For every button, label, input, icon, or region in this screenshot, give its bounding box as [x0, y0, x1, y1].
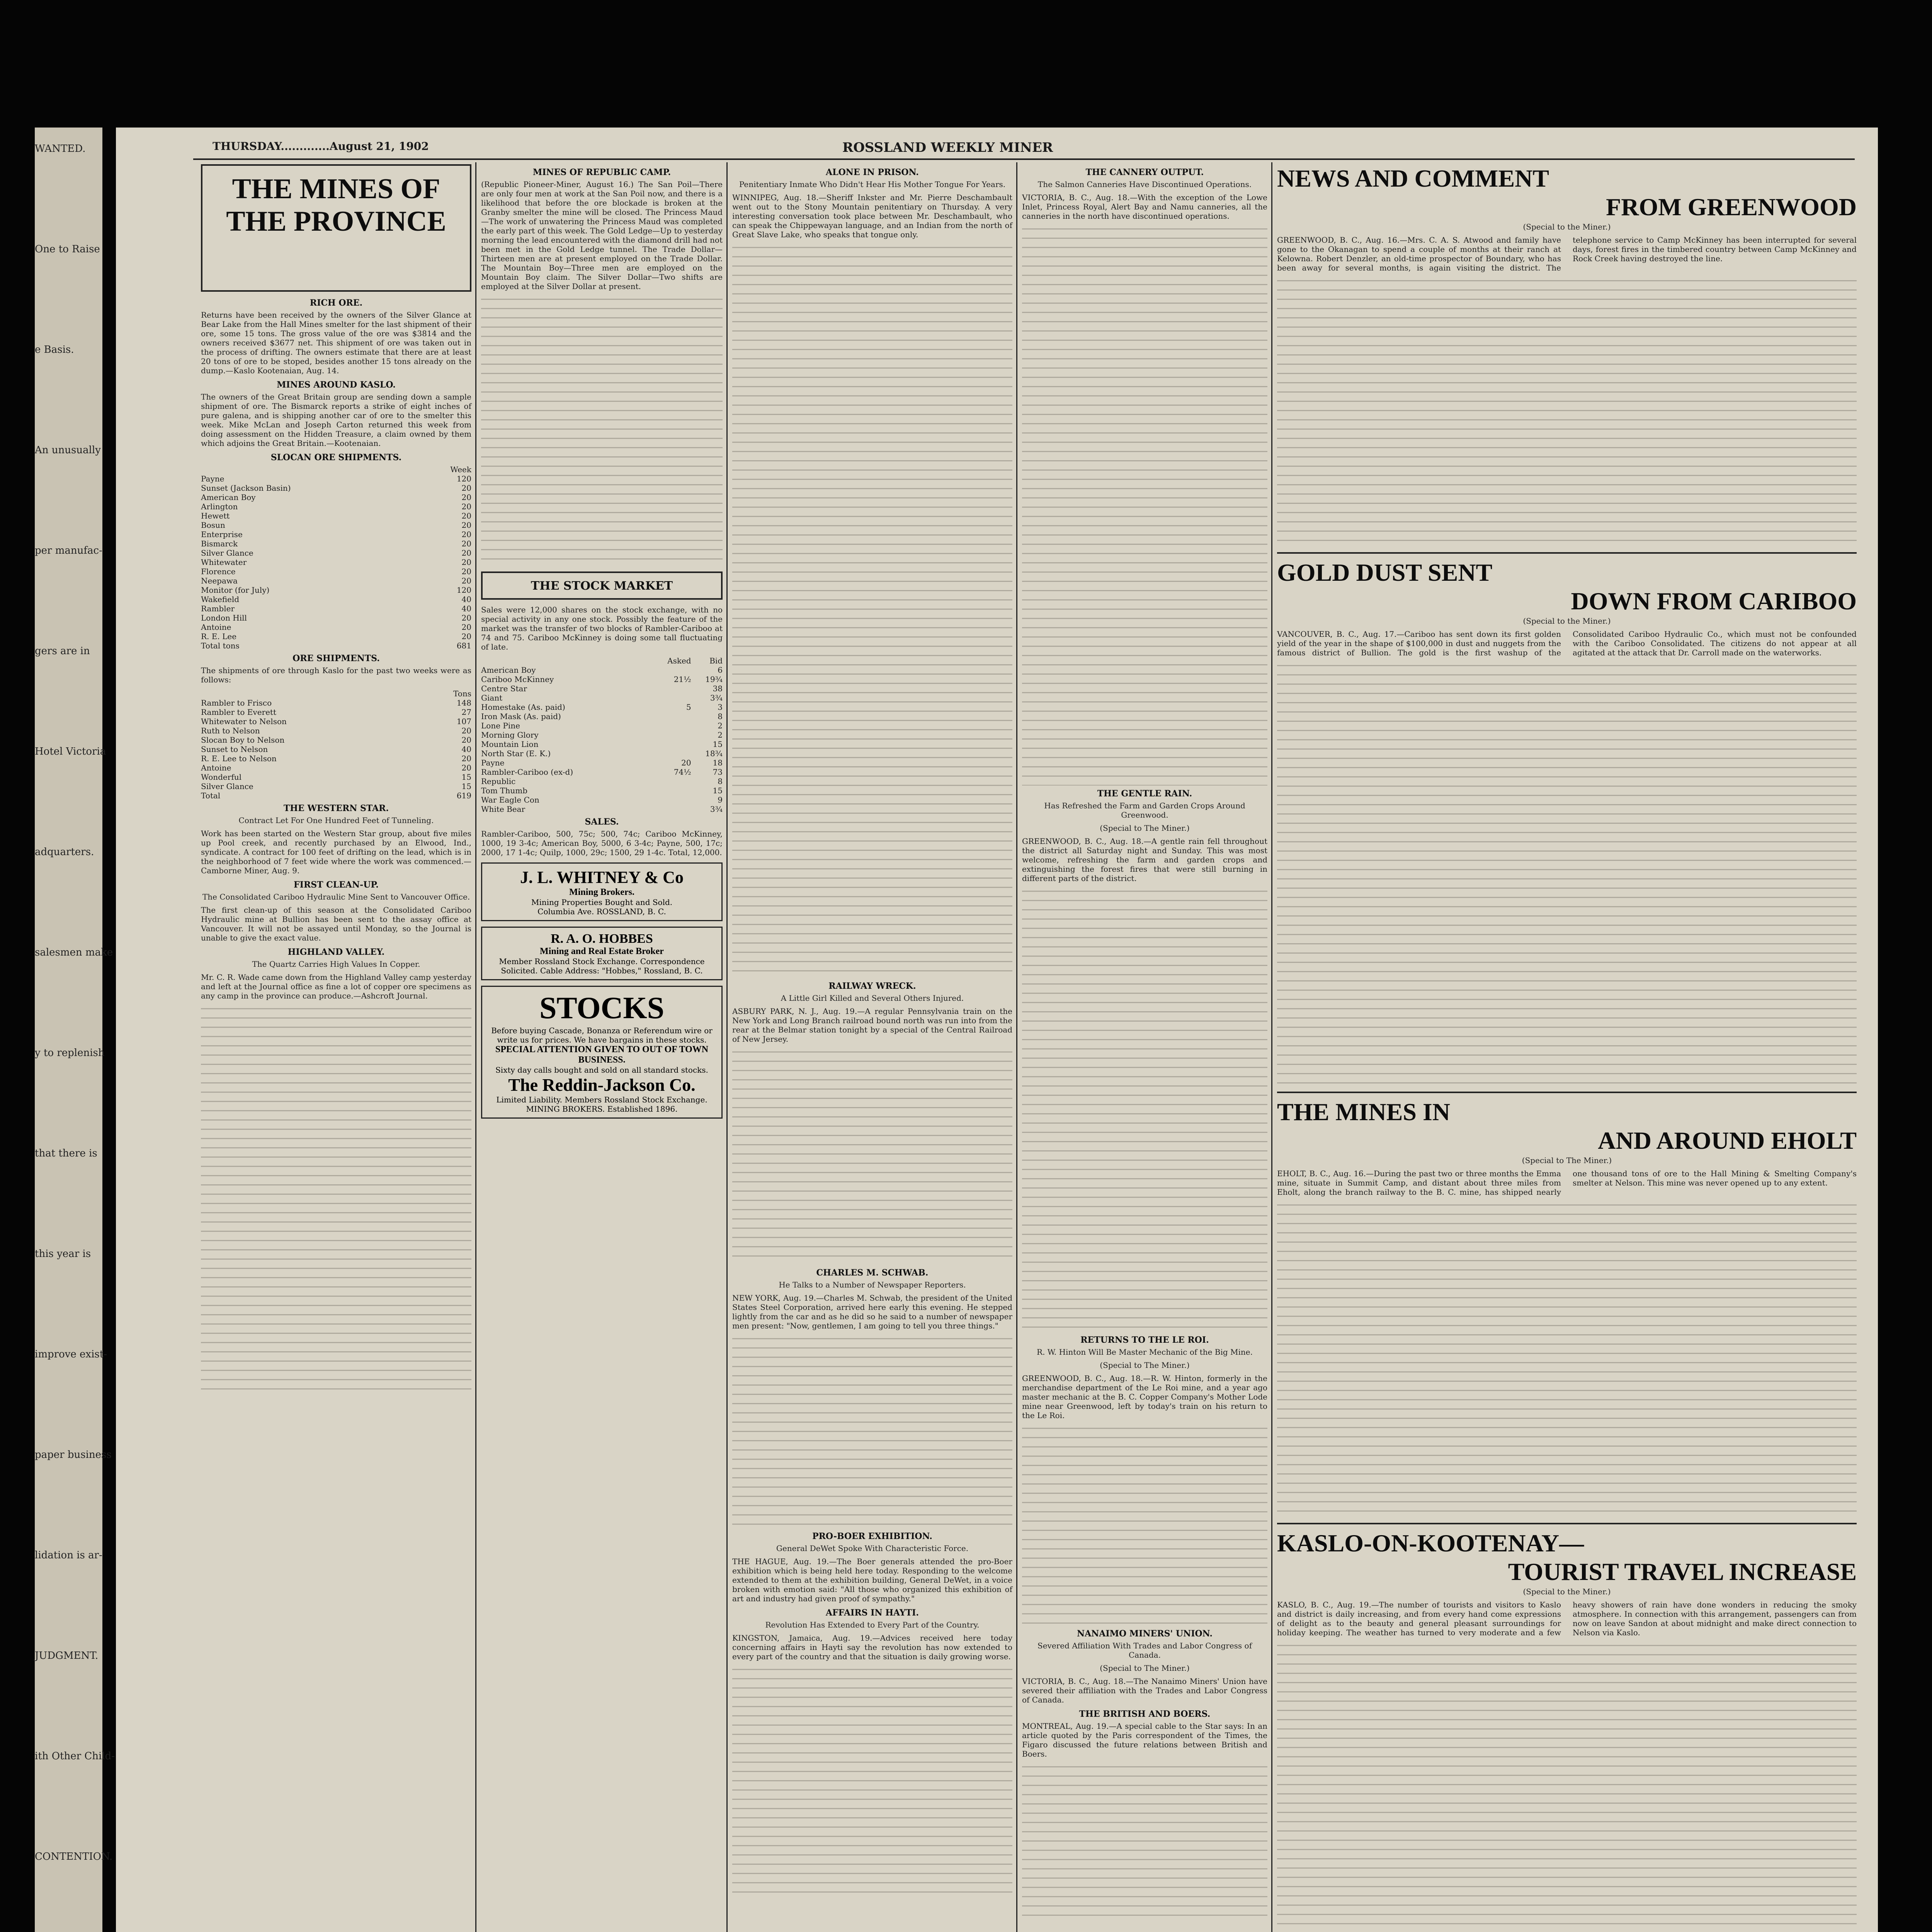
ad-line: Mining and Real Estate Broker: [540, 946, 664, 956]
edge-text-line: lidation is ar-: [35, 1549, 102, 1561]
table-row: [201, 474, 471, 483]
row-value: 120: [456, 474, 471, 483]
row-label: Whitewater to Nelson: [201, 717, 287, 726]
text-lines: [1022, 225, 1267, 786]
text-lines: [1022, 1425, 1267, 1626]
row-label: Monitor (for July): [201, 585, 270, 595]
article-head: THE GENTLE RAIN.: [1097, 789, 1192, 799]
row-label: Sunset (Jackson Basin): [201, 483, 291, 493]
ad-line: Before buying Cascade, Bonanza or Referendum wire or write us for prices. We have bargains in these stocks.: [491, 1026, 713, 1044]
row-label: Centre Star: [481, 684, 527, 693]
article-subhead: Severed Affiliation With Trades and Labor Congress of Canada.: [1037, 1641, 1252, 1660]
quote-head: [481, 656, 648, 665]
row-label: Cariboo McKinney: [481, 675, 554, 684]
article-subhead: The Quartz Carries High Values In Copper.: [252, 959, 420, 969]
edge-text-line: paper business: [35, 1449, 112, 1461]
text-lines: [1277, 277, 1857, 548]
edge-text-line: ith Other Child-: [35, 1750, 115, 1762]
table-row: [201, 585, 471, 595]
article-head: THE BRITISH AND BOERS.: [1079, 1709, 1211, 1719]
table-row: [201, 520, 471, 530]
article-subhead: General DeWet Spoke With Characteristic Force.: [776, 1544, 969, 1553]
row-label: White Bear: [481, 804, 526, 814]
row-value: [648, 777, 691, 786]
row-value: 2: [718, 730, 723, 740]
section-rule: [1277, 552, 1857, 554]
article-subhead: Penitentiary Inmate Who Didn't Hear His Mother Tongue For Years.: [739, 180, 1006, 189]
dateline: (Special to the Miner.): [1523, 222, 1611, 231]
row-value: 40: [461, 604, 471, 613]
row-value: 19¾: [705, 675, 723, 684]
row-value: 20: [461, 511, 471, 520]
text-lines: [732, 1048, 1012, 1265]
article-head: PRO-BOER EXHIBITION.: [812, 1531, 932, 1541]
row-value: 2: [718, 721, 723, 730]
row-label: Payne: [201, 474, 224, 483]
text-lines: [732, 244, 1012, 978]
table-row: [481, 730, 723, 740]
dateline: (Special to The Miner.): [1522, 1156, 1612, 1165]
article-head: RICH ORE.: [310, 298, 363, 308]
table-row: [201, 754, 471, 763]
table-row: [201, 604, 471, 613]
article-body: KINGSTON, Jamaica, Aug. 19.—Advices received here today concerning affairs in Hayti say the revolution has now extended to every part of the country and that the situation is daily growing worse.: [732, 1633, 1012, 1661]
row-value: 20: [461, 754, 471, 763]
ad-firm: STOCKS: [539, 991, 665, 1025]
headline: AND AROUND EHOLT: [1598, 1127, 1857, 1154]
row-label: Silver Glance: [201, 548, 253, 558]
row-value: 20: [461, 530, 471, 539]
text-lines: [732, 1335, 1012, 1528]
row-label: Rambler-Cariboo (ex-d): [481, 767, 573, 777]
header-rule: [193, 158, 1855, 160]
row-value: 3¾: [710, 804, 723, 814]
row-label: Lone Pine: [481, 721, 520, 730]
total-value: 619: [456, 791, 471, 800]
row-label: Neepawa: [201, 576, 238, 585]
row-value: 40: [461, 745, 471, 754]
row-value: 20: [681, 758, 691, 767]
edge-text-line: adquarters.: [35, 846, 94, 858]
row-value: 3¾: [710, 693, 723, 702]
row-value: 20: [461, 558, 471, 567]
row-value: [648, 795, 691, 804]
table-row: [481, 665, 723, 675]
edge-text-line: Hotel Victoria: [35, 746, 106, 757]
row-value: [648, 684, 691, 693]
article-head: SLOCAN ORE SHIPMENTS.: [270, 452, 402, 463]
table-row: [201, 613, 471, 622]
row-label: American Boy: [481, 665, 536, 675]
text-lines: [1277, 1201, 1857, 1518]
row-label: Republic: [481, 777, 516, 786]
row-value: [648, 693, 691, 702]
article-head: NANAIMO MINERS' UNION.: [1077, 1629, 1213, 1639]
article-body: VANCOUVER, B. C., Aug. 17.—Cariboo has sent down its first golden yield of the year in the shape of $100,000 in dust and nuggets from the famous district of Bullion. The gold is the first washup of the Consolidated Cariboo Hydraulic Co., which must not be confounded with the Cariboo Consolidated. The citizens do not appear at all agitated at the attack that Dr. Carroll made on the waterworks.: [1277, 629, 1857, 657]
ad-line: Mining Properties Bought and Sold.: [531, 898, 673, 907]
row-label: Rambler to Everett: [201, 707, 276, 717]
section-title: THE MINES OF THE PROVINCE: [226, 173, 446, 237]
row-value: 20: [461, 520, 471, 530]
edge-text-line: CONTENTION.: [35, 1851, 113, 1862]
column-rule: [1271, 162, 1272, 1932]
row-label: Iron Mask (As. paid): [481, 712, 561, 721]
edge-text-line: improve exist-: [35, 1349, 107, 1360]
row-value: 15: [713, 740, 723, 749]
article-head: CHARLES M. SCHWAB.: [816, 1268, 929, 1278]
row-value: 40: [461, 595, 471, 604]
table-col-head: Week: [450, 465, 471, 474]
row-label: Silver Glance: [201, 782, 253, 791]
row-value: 5: [686, 702, 691, 712]
table-row: [201, 735, 471, 745]
table-row: [201, 493, 471, 502]
article-body: THE HAGUE, Aug. 19.—The Boer generals attended the pro-Boer exhibition which is being held here today. Responding to the welcome extended to them at the exhibition building, General DeWet, in a voice broken with emotion said: "All those who organized this exhibition of art and industry had given proof of sympathy.": [732, 1557, 1012, 1603]
article-body: MONTREAL, Aug. 19.—A special cable to the Star says: In an article quoted by the Paris correspondent of the Times, the Figaro discussed the future relations between British and Boers.: [1022, 1721, 1267, 1759]
section-rule: [1277, 1523, 1857, 1524]
adjacent-page-edge: [35, 128, 115, 1932]
stock-quotes-table: [481, 656, 723, 814]
table-row: [481, 758, 723, 767]
row-value: 18: [713, 758, 723, 767]
table-row: [201, 772, 471, 782]
table-col-head: Tons: [453, 689, 471, 698]
column-rule: [726, 162, 728, 1932]
table-row: [201, 698, 471, 707]
row-label: Antoine: [201, 763, 231, 772]
row-label: Bismarck: [201, 539, 238, 548]
article-body: NEW YORK, Aug. 19.—Charles M. Schwab, the president of the United States Steel Corporation, arrived here early this evening. He stepped lightly from the car and as he did so he said to a number of newspaper men present: "Now, gentlemen, I am going to tell you three things.": [732, 1293, 1012, 1330]
article-head: ORE SHIPMENTS.: [293, 653, 380, 663]
row-label: Payne: [481, 758, 505, 767]
stock-market-box: [481, 571, 723, 600]
article-body: Rambler-Cariboo, 500, 75c; 500, 74c; Cariboo McKinney, 1000, 19 3-4c; American Boy, 5000, 6 3-4c; Payne, 500, 17c; 2000, 17 1-4c; Quilp, 1000, 29c; 1500, 29 1-4c. Total, 12,000.: [481, 829, 723, 857]
edge-text-line: JUDGMENT.: [35, 1650, 99, 1662]
article-body: Work has been started on the Western Star group, about five miles up Pool creek, and recently purchased by an Elwood, Ind., syndicate. A contract for 100 feet of drifting on the lead, which is in the neighborhood of 7 feet wide where the work was commenced.—Camborne Miner, Aug. 9.: [201, 829, 471, 875]
dateline: (Special to the Miner.): [1523, 616, 1611, 626]
table-row: [201, 782, 471, 791]
row-label: Bosun: [201, 520, 225, 530]
row-value: 15: [461, 772, 471, 782]
text-lines: [1277, 1642, 1857, 1932]
article-head: ALONE IN PRISON.: [826, 167, 919, 177]
table-row: [481, 767, 723, 777]
row-label: American Boy: [201, 493, 256, 502]
headline: DOWN FROM CARIBOO: [1571, 587, 1857, 615]
table-row: [201, 502, 471, 511]
row-value: 20: [461, 763, 471, 772]
row-value: 20: [461, 632, 471, 641]
article-head: HIGHLAND VALLEY.: [287, 947, 385, 957]
row-label: Tom Thumb: [481, 786, 528, 795]
article-subhead: The Consolidated Cariboo Hydraulic Mine Sent to Vancouver Office.: [202, 892, 470, 901]
row-label: Arlington: [201, 502, 238, 511]
column-2: [481, 164, 723, 1932]
table-row: [481, 684, 723, 693]
text-lines: [1277, 662, 1857, 1087]
table-row: [201, 632, 471, 641]
row-value: 8: [718, 777, 723, 786]
ad-firm: R. A. O. HOBBES: [551, 932, 653, 946]
row-label: Rambler: [201, 604, 235, 613]
table-row: [201, 539, 471, 548]
text-lines: [481, 296, 723, 566]
row-value: [648, 749, 691, 758]
slocan-shipments-table: [201, 465, 471, 650]
headline: THE MINES IN: [1277, 1098, 1451, 1126]
headline: TOURIST TRAVEL INCREASE: [1508, 1558, 1857, 1585]
ad-firm: The Reddin-Jackson Co.: [508, 1075, 696, 1095]
article-subhead: Revolution Has Extended to Every Part of the Country.: [765, 1620, 980, 1629]
row-label: Whitewater: [201, 558, 247, 567]
table-row: [481, 702, 723, 712]
dateline: (Special to the Miner.): [1523, 1587, 1611, 1596]
column-3: [732, 164, 1012, 1932]
article-body: The owners of the Great Britain group are sending down a sample shipment of ore. The Bismarck reports a strike of eight inches of pure galena, and is shipping another car of ore to the smelter this week. Mike McLan and Joseph Carton returned this week from doing assessment on the Hidden Treasure, a claim owned by them which adjoins the Great Britain.—Kootenaian.: [201, 392, 471, 448]
row-label: Rambler to Frisco: [201, 698, 272, 707]
edge-text-line: per manufac-: [35, 545, 102, 556]
article-subhead: He Talks to a Number of Newspaper Reporters.: [779, 1280, 966, 1289]
article-head: FIRST CLEAN-UP.: [294, 880, 379, 890]
row-value: 20: [461, 567, 471, 576]
quote-head: Bid: [709, 656, 723, 665]
row-label: Hewett: [201, 511, 230, 520]
text-lines: [1022, 1763, 1267, 1918]
row-label: War Eagle Con: [481, 795, 539, 804]
row-value: 20: [461, 735, 471, 745]
table-row: [481, 740, 723, 749]
article-body: VICTORIA, B. C., Aug. 18.—The Nanaimo Miners' Union have severed their affiliation with the Trades and Labor Congress of Canada.: [1022, 1677, 1267, 1704]
row-value: 18¾: [705, 749, 723, 758]
row-value: 15: [461, 782, 471, 791]
row-value: [648, 721, 691, 730]
title-box: [201, 164, 471, 292]
advertisement: [481, 862, 723, 921]
table-row: [201, 763, 471, 772]
table-row: [481, 693, 723, 702]
row-label: Sunset to Nelson: [201, 745, 268, 754]
column-rule: [475, 162, 476, 1932]
table-row: [201, 511, 471, 520]
table-row: [481, 721, 723, 730]
row-label: Slocan Boy to Nelson: [201, 735, 285, 745]
row-label: Homestake (As. paid): [481, 702, 565, 712]
row-value: 8: [718, 712, 723, 721]
row-value: 20: [461, 502, 471, 511]
headline: NEWS AND COMMENT: [1277, 165, 1549, 192]
row-label: Mountain Lion: [481, 740, 539, 749]
row-value: 20: [461, 483, 471, 493]
masthead: ROSSLAND WEEKLY MINER: [842, 140, 1053, 155]
article-head: SALES.: [585, 817, 619, 827]
table-row: [201, 548, 471, 558]
edge-text-line: WANTED.: [35, 143, 86, 155]
table-row: [481, 712, 723, 721]
table-row: [201, 567, 471, 576]
row-value: [648, 786, 691, 795]
ad-line: Columbia Ave. ROSSLAND, B. C.: [537, 907, 666, 916]
edge-text-line: One to Raise: [35, 243, 100, 255]
edge-text-line: e Basis.: [35, 344, 74, 355]
row-label: Wakefield: [201, 595, 240, 604]
row-value: [648, 665, 691, 675]
table-row: [201, 717, 471, 726]
quote-head: Asked: [667, 656, 691, 665]
table-row: [201, 576, 471, 585]
row-value: 21½: [673, 675, 691, 684]
row-value: 107: [456, 717, 471, 726]
row-value: 148: [456, 698, 471, 707]
row-label: Wonderful: [201, 772, 242, 782]
row-value: 15: [713, 786, 723, 795]
row-label: R. E. Lee to Nelson: [201, 754, 277, 763]
table-row: [481, 675, 723, 684]
row-value: [648, 730, 691, 740]
ad-line: Mining Brokers.: [569, 887, 634, 897]
row-label: Florence: [201, 567, 236, 576]
edge-text-line: salesmen make: [35, 947, 113, 958]
row-value: 20: [461, 726, 471, 735]
row-value: 38: [713, 684, 723, 693]
row-value: 20: [461, 613, 471, 622]
article-body: The first clean-up of this season at the Consolidated Cariboo Hydraulic mine at Bullion has been sent to the assay office at Vancouver. It will not be assayed until Monday, so the Journal is unable to give the exact value.: [201, 905, 471, 942]
row-label: Ruth to Nelson: [201, 726, 260, 735]
table-row: [201, 595, 471, 604]
dateline: (Special to The Miner.): [1100, 1663, 1190, 1673]
row-value: 20: [461, 622, 471, 632]
column-rule: [1016, 162, 1017, 1932]
row-label: Antoine: [201, 622, 231, 632]
article-head: THE WESTERN STAR.: [283, 803, 389, 813]
total-label: Total tons: [201, 641, 240, 650]
article-head: AFFAIRS IN HAYTI.: [825, 1608, 919, 1618]
row-value: 73: [713, 767, 723, 777]
ad-firm: J. L. WHITNEY & Co: [520, 868, 684, 887]
column-1: [201, 164, 471, 1932]
table-row: [481, 786, 723, 795]
article-body: (Republic Pioneer-Miner, August 16.) The San Poil—There are only four men at work at the San Poil now, and there is a likelihood that before the ore blockade is broken at the Granby smelter the mine will be closed. The Princess Maud—The work of unwatering the Princess Maud was completed the early part of this week. The Gold Ledge—Up to yesterday morning the lead encountered with the diamond drill had not been met in the Gold Ledge tunnel. The Trade Dollar—Thirteen men are at present employed on the Trade Dollar. The Mountain Boy—Three men are employed on the Mountain Boy claim. The Silver Dollar—Two shifts are employed at the Silver Dollar at present.: [481, 180, 723, 291]
edge-text-line: that there is: [35, 1148, 97, 1159]
article-body: Sales were 12,000 shares on the stock exchange, with no special activity in any one stock. Possibly the feature of the market was the transfer of two blocks of Rambler-Cariboo at 74 and 75. Cariboo McKinney is doing some tall fluctuating of late.: [481, 605, 723, 651]
article-subhead: Has Refreshed the Farm and Garden Crops Around Greenwood.: [1044, 801, 1245, 820]
row-label: London Hill: [201, 613, 247, 622]
ad-line: Member Rossland Stock Exchange. Correspondence Solicited. Cable Address: "Hobbes," Rossland, B. C.: [499, 957, 705, 975]
row-value: [648, 804, 691, 814]
article-body: GREENWOOD, B. C., Aug. 18.—R. W. Hinton, formerly in the merchandise department of the Le Roi mine, and a year ago master mechanic at the B. C. Copper Company's Mother Lode mine near Greenwood, left by today's train on his return to the Le Roi.: [1022, 1374, 1267, 1420]
article-body: The shipments of ore through Kaslo for the past two weeks were as follows:: [201, 666, 471, 684]
row-value: 20: [461, 539, 471, 548]
article-head: THE STOCK MARKET: [531, 579, 673, 593]
text-lines: [201, 1005, 471, 1391]
table-row: [201, 726, 471, 735]
headline: GOLD DUST SENT: [1277, 559, 1493, 586]
table-row: [201, 558, 471, 567]
table-row: [481, 804, 723, 814]
edge-text-line: this year is: [35, 1248, 91, 1260]
row-value: 3: [718, 702, 723, 712]
article-subhead: A Little Girl Killed and Several Others Injured.: [781, 993, 964, 1003]
article-body: GREENWOOD, B. C., Aug. 18.—A gentle rain fell throughout the district all Saturday night and Sunday. This was most welcome, refreshing the farm and garden crops and extinguishing the forest fires that were still burning in different parts of the district.: [1022, 837, 1267, 883]
total-label: Total: [201, 791, 221, 800]
newspaper-page: [116, 128, 1878, 1932]
table-row: [201, 530, 471, 539]
table-row: [201, 622, 471, 632]
edge-text-line: gers are in: [35, 645, 90, 657]
row-label: Giant: [481, 693, 503, 702]
edge-text-line: An unusually: [35, 444, 101, 456]
advertisement: [481, 986, 723, 1119]
row-label: Morning Glory: [481, 730, 539, 740]
text-lines: [732, 1666, 1012, 1898]
table-row: [201, 745, 471, 754]
row-value: 20: [461, 548, 471, 558]
article-subhead: Contract Let For One Hundred Feet of Tunneling.: [238, 816, 434, 825]
table-row: [201, 483, 471, 493]
column-4: [1022, 164, 1267, 1932]
dateline: (Special to The Miner.): [1100, 1361, 1190, 1370]
table-row: [481, 777, 723, 786]
dateline: (Special to The Miner.): [1100, 823, 1190, 833]
row-value: 6: [718, 665, 723, 675]
section-rule: [1277, 1092, 1857, 1093]
row-value: [648, 740, 691, 749]
article-body: WINNIPEG, Aug. 18.—Sheriff Inkster and Mr. Pierre Deschambault went out to the Stony Mountain penitentiary on Thursday. A very interesting conversation took place between Mr. Deschambault, who can speak the Chippewayan language, and an Indian from the north of Great Slave Lake, who speaks that tongue only.: [732, 193, 1012, 239]
row-value: 74½: [673, 767, 691, 777]
article-body: VICTORIA, B. C., Aug. 18.—With the exception of the Lowe Inlet, Princess Royal, Alert Bay and Namu canneries, all the canneries in the north have discontinued operations.: [1022, 193, 1267, 221]
ad-line: Sixty day calls bought and sold on all standard stocks.: [495, 1065, 708, 1075]
headline: FROM GREENWOOD: [1606, 193, 1857, 221]
article-head: RETURNS TO THE LE ROI.: [1080, 1335, 1209, 1345]
ore-shipments-table: [201, 689, 471, 800]
headline: KASLO-ON-KOOTENAY—: [1277, 1529, 1584, 1557]
row-value: 9: [718, 795, 723, 804]
article-head: MINES OF REPUBLIC CAMP.: [532, 167, 671, 177]
article-subhead: R. W. Hinton Will Be Master Mechanic of the Big Mine.: [1037, 1347, 1253, 1357]
article-head: THE CANNERY OUTPUT.: [1085, 167, 1204, 177]
article-subhead: The Salmon Canneries Have Discontinued Operations.: [1037, 180, 1252, 189]
row-value: 20: [461, 576, 471, 585]
article-body: GREENWOOD, B. C., Aug. 16.—Mrs. C. A. S. Atwood and family have gone to the Okanagan to spend a couple of months at their ranch at Kelowna. Robert Denzler, an old-time prospector of Boundary, who has been away for several months, is again visiting the district. The telephone service to Camp McKinney has been interrupted for several days, forest fires in the timbered country between Camp McKinney and Rock Creek having destroyed the line.: [1277, 235, 1857, 272]
issue-date: THURSDAY.............August 21, 1902: [213, 140, 429, 153]
row-label: North Star (E. K.): [481, 749, 551, 758]
edge-text-line: y to replenish: [35, 1047, 105, 1059]
table-row: [481, 795, 723, 804]
text-lines: [1022, 888, 1267, 1332]
row-value: 20: [461, 493, 471, 502]
article-body: EHOLT, B. C., Aug. 16.—During the past two or three months the Emma mine, situate in Summit Camp, and distant about three miles from Eholt, along the branch railway to the B. C. mine, has shipped nearly one thousand tons of ore to the Hall Mining & Smelting Company's smelter at Nelson. This mine was never opened up to any extent.: [1277, 1169, 1857, 1197]
ad-line: Limited Liability. Members Rossland Stock Exchange. MINING BROKERS. Established 1896.: [496, 1095, 707, 1114]
row-label: Enterprise: [201, 530, 243, 539]
article-head: MINES AROUND KASLO.: [277, 380, 396, 390]
row-label: R. E. Lee: [201, 632, 237, 641]
table-row: [201, 707, 471, 717]
total-value: 681: [456, 641, 471, 650]
table-row: [481, 749, 723, 758]
row-value: 120: [456, 585, 471, 595]
column-5: [1277, 164, 1857, 1932]
article-head: RAILWAY WRECK.: [828, 981, 916, 991]
ad-line: SPECIAL ATTENTION GIVEN TO OUT OF TOWN BUSINESS.: [495, 1044, 709, 1065]
article-body: KASLO, B. C., Aug. 19.—The number of tourists and visitors to Kaslo and district is daily increasing, and from every hand come expressions of delight as to the beauty and general pleasant surroundings for holiday keeping. The weather has turned to very moderate and a few heavy showers of rain have done wonders in reducing the smoky atmosphere. In connection with this arrangement, passengers can from now on leave Sandon at about midnight and make direct connection to Nelson via Kaslo.: [1277, 1600, 1857, 1637]
article-body: ASBURY PARK, N. J., Aug. 19.—A regular Pennsylvania train on the New York and Long Branch railroad bound north was run into from the rear at the Belmar station tonight by a special of the Central Railroad of New Jersey.: [732, 1007, 1012, 1044]
advertisement: [481, 927, 723, 980]
row-value: 27: [461, 707, 471, 717]
row-value: [648, 712, 691, 721]
article-body: Mr. C. R. Wade came down from the Highland Valley camp yesterday and left at the Journal office as fine a lot of copper ore specimens as any camp in the province can produce.—Ashcroft Journal.: [201, 973, 471, 1000]
article-body: Returns have been received by the owners of the Silver Glance at Bear Lake from the Hall Mines smelter for the last shipment of their ore, some 15 tons. The gross value of the ore was $3814 and the owners received $3677 net. This shipment of ore was taken out in the process of drifting. The owners estimate that there are at least 20 tons of ore to be stoped, besides another 15 tons already on the dump.—Kaslo Kootenaian, Aug. 14.: [201, 310, 471, 375]
